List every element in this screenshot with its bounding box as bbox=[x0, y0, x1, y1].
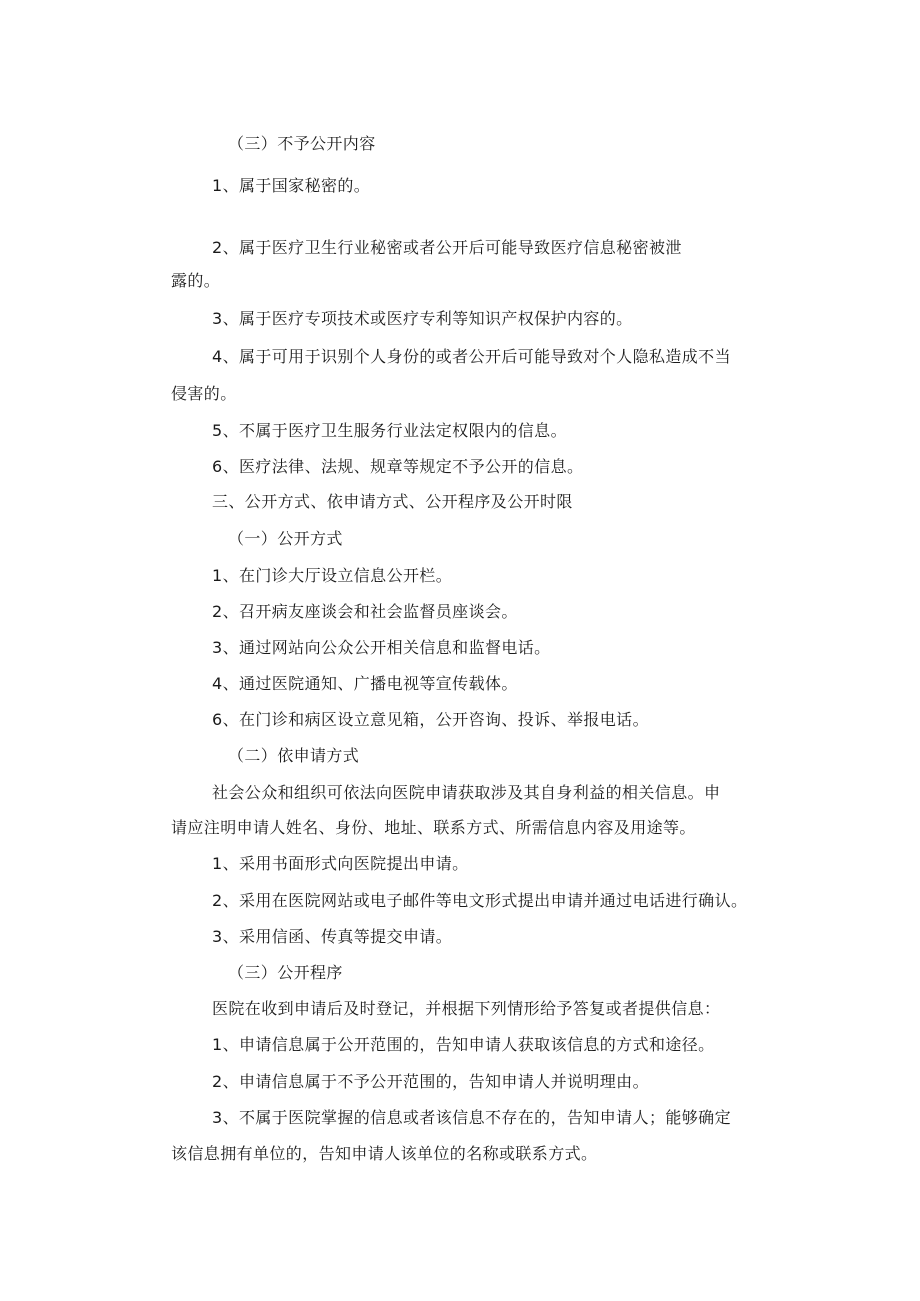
paragraph: 1、申请信息属于公开范围的，告知申请人获取该信息的方式和途径。 bbox=[212, 1035, 715, 1054]
paragraph: 2、属于医疗卫生行业秘密或者公开后可能导致医疗信息秘密被泄 bbox=[212, 238, 682, 257]
paragraph: 2、召开病友座谈会和社会监督员座谈会。 bbox=[212, 602, 518, 621]
paragraph: 4、属于可用于识别个人身份的或者公开后可能导致对个人隐私造成不当 bbox=[212, 347, 731, 366]
paragraph-continuation: 侵害的。 bbox=[171, 384, 237, 403]
paragraph-continuation: 露的。 bbox=[171, 271, 221, 290]
paragraph: 6、在门诊和病区设立意见箱，公开咨询、投诉、举报电话。 bbox=[212, 710, 649, 729]
paragraph-continuation: 该信息拥有单位的，告知申请人该单位的名称或联系方式。 bbox=[171, 1144, 598, 1163]
paragraph-continuation: 请应注明申请人姓名、身份、地址、联系方式、所需信息内容及用途等。 bbox=[171, 818, 696, 837]
subheading-application-method: （二）依申请方式 bbox=[228, 746, 360, 765]
paragraph: 1、采用书面形式向医院提出申请。 bbox=[212, 854, 469, 873]
subheading-not-disclosed: （三）不予公开内容 bbox=[228, 134, 376, 153]
paragraph: 6、医疗法律、法规、规章等规定不予公开的信息。 bbox=[212, 457, 584, 476]
paragraph: 4、通过医院通知、广播电视等宣传载体。 bbox=[212, 674, 518, 693]
paragraph: 社会公众和组织可依法向医院申请获取涉及其自身利益的相关信息。申 bbox=[212, 783, 721, 802]
paragraph: 医院在收到申请后及时登记，并根据下列情形给予答复或者提供信息： bbox=[212, 999, 721, 1018]
paragraph: 3、属于医疗专项技术或医疗专利等知识产权保护内容的。 bbox=[212, 309, 633, 328]
paragraph: 3、不属于医院掌握的信息或者该信息不存在的，告知申请人；能够确定 bbox=[212, 1108, 731, 1127]
paragraph: 3、采用信函、传真等提交申请。 bbox=[212, 927, 453, 946]
paragraph: 1、在门诊大厅设立信息公开栏。 bbox=[212, 566, 453, 585]
section-heading: 三、公开方式、依申请方式、公开程序及公开时限 bbox=[212, 492, 573, 511]
subheading-disclosure-procedure: （三）公开程序 bbox=[228, 963, 343, 982]
paragraph: 5、不属于医疗卫生服务行业法定权限内的信息。 bbox=[212, 421, 567, 440]
paragraph: 3、通过网站向公众公开相关信息和监督电话。 bbox=[212, 638, 551, 657]
paragraph: 2、采用在医院网站或电子邮件等电文形式提出申请并通过电话进行确认。 bbox=[212, 891, 748, 910]
paragraph: 2、申请信息属于不予公开范围的，告知申请人并说明理由。 bbox=[212, 1072, 649, 1091]
paragraph: 1、属于国家秘密的。 bbox=[212, 176, 371, 195]
subheading-disclosure-methods: （一）公开方式 bbox=[228, 529, 343, 548]
